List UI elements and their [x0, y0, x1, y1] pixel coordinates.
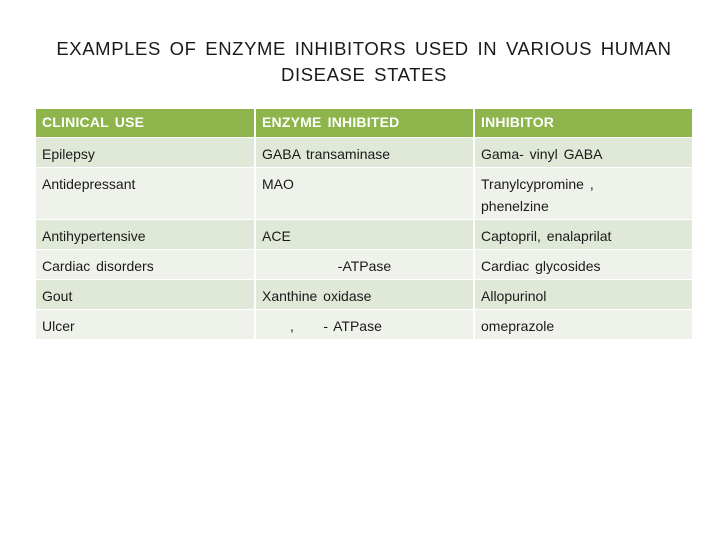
cell-enzyme: GABA transaminase	[255, 138, 474, 168]
cell-inhibitor: omeprazole	[474, 310, 692, 340]
cell-inhibitor: Tranylcypromine , phenelzine	[474, 168, 692, 220]
cell-enzyme: , - ATPase	[255, 310, 474, 340]
title-line-1: EXAMPLES OF ENZYME INHIBITORS USED IN VARIOUS HUMAN	[56, 38, 672, 59]
cell-enzyme: ACE	[255, 220, 474, 250]
cell-enzyme: Xanthine oxidase	[255, 280, 474, 310]
cell-inhibitor: Gama- vinyl GABA	[474, 138, 692, 168]
cell-enzyme: -ATPase	[255, 250, 474, 280]
cell-clinical-use: Epilepsy	[36, 138, 255, 168]
cell-clinical-use: Antidepressant	[36, 168, 255, 220]
cell-clinical-use: Cardiac disorders	[36, 250, 255, 280]
cell-clinical-use: Antihypertensive	[36, 220, 255, 250]
cell-enzyme: MAO	[255, 168, 474, 220]
enzyme-inhibitor-table	[36, 109, 692, 340]
table-row	[36, 220, 692, 250]
cell-inhibitor: Captopril, enalaprilat	[474, 220, 692, 250]
header-clinical-use: CLINICAL USE	[36, 109, 255, 138]
header-inhibitor: INHIBITOR	[474, 109, 692, 138]
cell-inhibitor: Cardiac glycosides	[474, 250, 692, 280]
table-row	[36, 250, 692, 280]
cell-clinical-use: Gout	[36, 280, 255, 310]
cell-clinical-use: Ulcer	[36, 310, 255, 340]
slide-title	[40, 36, 688, 88]
table-row	[36, 168, 692, 220]
table-row	[36, 138, 692, 168]
table-row	[36, 310, 692, 340]
table-row	[36, 280, 692, 310]
header-enzyme-inhibited: ENZYME INHIBITED	[255, 109, 474, 138]
cell-inhibitor: Allopurinol	[474, 280, 692, 310]
title-line-2: DISEASE STATES	[281, 64, 447, 85]
table-header-row	[36, 109, 692, 138]
